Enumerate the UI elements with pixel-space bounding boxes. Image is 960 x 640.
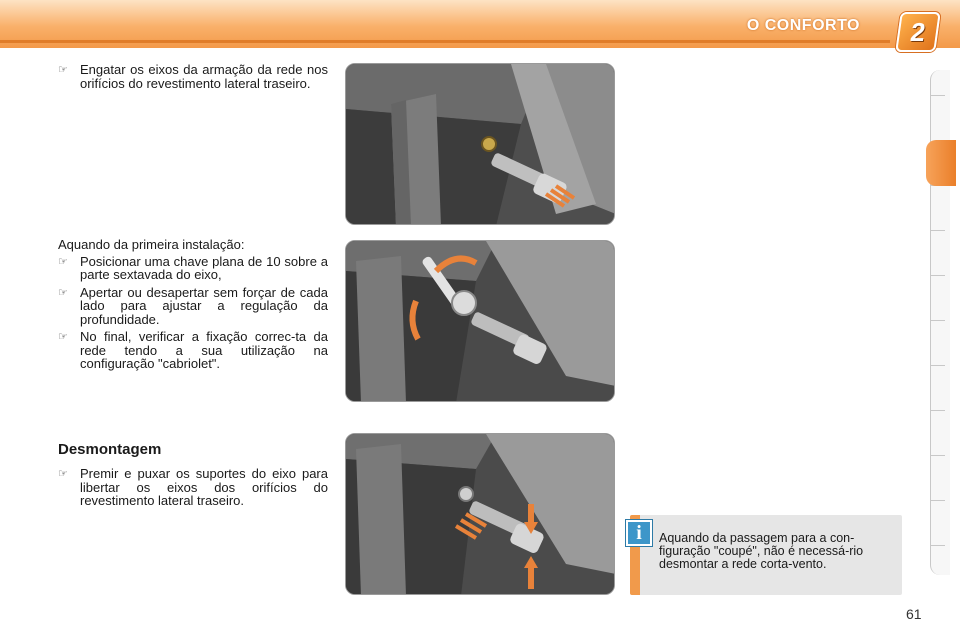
instruction-bullet [58, 330, 328, 371]
pointing-hand-icon: ☞ [58, 468, 68, 480]
instruction-text: Posicionar uma chave plana de 10 sobre a parte sextavada do eixo, [80, 253, 328, 282]
tab-divider [931, 320, 945, 321]
instruction-text: No final, verificar a fixação correc-ta da rede tendo a sua utilização na configuração "cabriolet". [80, 329, 328, 371]
tab-divider [931, 455, 945, 456]
section-install-text [58, 63, 328, 94]
tab-divider [931, 230, 945, 231]
tab-divider [931, 410, 945, 411]
section-removal-text [58, 467, 328, 512]
page-number: 61 [906, 606, 922, 622]
section-intro: Aquando da primeira instalação: [58, 237, 245, 252]
tab-divider [931, 275, 945, 276]
instruction-bullet [58, 255, 328, 282]
pointing-hand-icon: ☞ [58, 331, 68, 343]
section-heading-removal: Desmontagem [58, 441, 162, 458]
pointing-hand-icon: ☞ [58, 286, 68, 299]
tab-divider [931, 500, 945, 501]
illustration-engage-axle [345, 63, 615, 225]
instruction-text: Engatar os eixos da armação da rede nos orifícios do revestimento lateral traseiro. [80, 62, 328, 91]
illustration-adjust-wrench [345, 240, 615, 402]
instruction-bullet [58, 63, 328, 90]
tab-divider [931, 365, 945, 366]
instruction-bullet [58, 286, 328, 327]
info-note-text: Aquando da passagem para a con-figuração "coupé", não é necessá-rio desmontar a rede corta-vento. [659, 531, 864, 571]
instruction-text: Apertar ou desapertar sem forçar de cada lado para ajustar a regulação da profundidade. [80, 284, 328, 327]
chapter-title: O CONFORTO [746, 17, 860, 34]
tab-divider [931, 95, 945, 96]
chapter-number-badge: 2 [895, 12, 941, 52]
illustration-removal [345, 433, 615, 595]
header-rule [0, 40, 890, 43]
instruction-bullet [58, 467, 328, 508]
section-first-install-text [58, 238, 328, 375]
instruction-text: Premir e puxar os suportes do eixo para libertar os eixos dos orifícios do revestimento lateral traseiro. [80, 466, 328, 508]
active-chapter-tab[interactable] [926, 140, 956, 186]
info-icon: i [626, 520, 652, 546]
pointing-hand-icon: ☞ [58, 64, 68, 76]
tab-divider [931, 545, 945, 546]
pointing-hand-icon: ☞ [58, 255, 68, 268]
